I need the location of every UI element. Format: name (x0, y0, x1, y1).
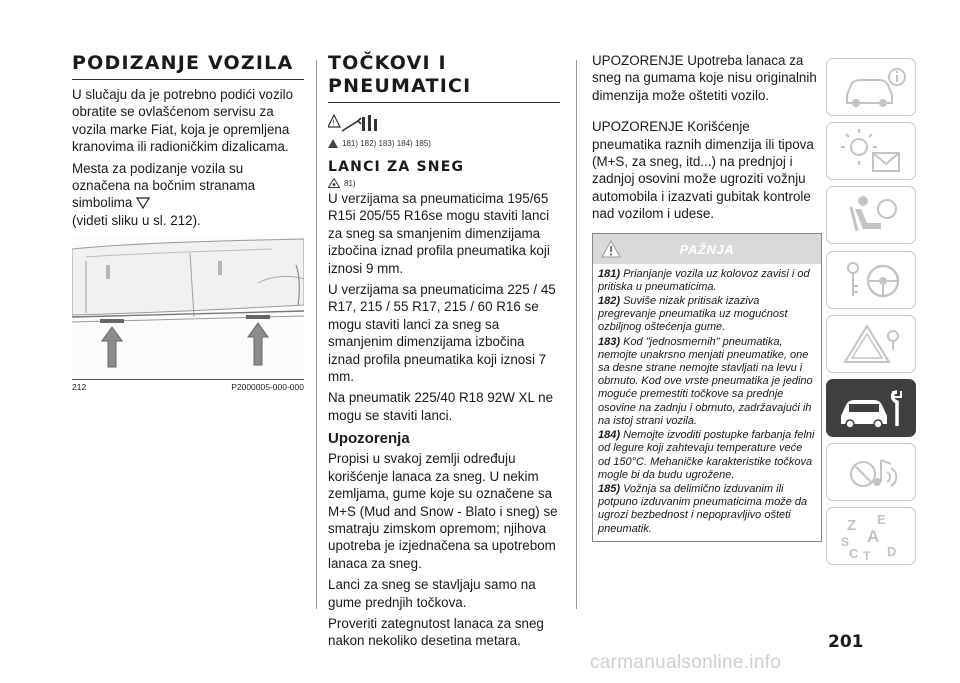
car-side-lifting-illustration (72, 235, 304, 377)
column-separator-1 (316, 60, 317, 609)
car-info-icon (827, 59, 917, 117)
heading-lifting: PODIZANJE VOZILA (72, 52, 304, 80)
attention-item-number: 181) (598, 267, 621, 280)
attention-item (598, 268, 816, 294)
section-wheels-tyres (328, 52, 560, 654)
heading-warnings: Upozorenja (328, 430, 410, 448)
svg-text:D: D (887, 544, 897, 560)
lifting-point-symbol-icon (136, 197, 150, 209)
tab-car-info[interactable] (826, 58, 916, 116)
lifting-paragraph-2b: (videti sliku u sl. 212). (72, 212, 201, 228)
watermark: carmanualsonline.info (590, 652, 782, 673)
tab-index[interactable] (826, 507, 916, 565)
attention-item-text: Suviše nizak pritisak izaziva pregrevanje pneumatika uz mogućnost ozbiljnog oštećenja gume. (598, 295, 788, 334)
attention-item (598, 295, 816, 335)
key-steering-icon (827, 252, 917, 310)
tab-starting-driving[interactable] (826, 251, 916, 309)
section-lifting (72, 52, 304, 392)
section-warnings-right (592, 52, 820, 542)
svg-text:A: A (867, 527, 880, 547)
heading-wheels-tyres: TOČKOVI I PNEUMATICI (328, 52, 560, 103)
page-number: 201 (828, 632, 864, 652)
attention-box-header (593, 234, 821, 264)
svg-text:C: C (849, 546, 859, 562)
svg-text:S: S (841, 535, 850, 550)
alphabet-index-icon (827, 508, 917, 566)
warning-triangle-icon (328, 139, 338, 148)
attention-item-text: Prianjanje vozila uz kolovoz zavisi i od pritiska u pneumaticima. (598, 267, 810, 293)
chains-paragraph-2: U verzijama sa pneumaticima 225 / 45 R17, 215 / 55 R17, 215 / 60 R16 se mogu staviti lanci za sneg sa smanjenim dimenzijama izbočina iznad profila pneumatika koji iznosi 7 mm. (328, 282, 556, 385)
attention-box-title: PAŽNJA (679, 241, 735, 257)
chains-paragraph-4: Propisi u svakoj zemlji određuju korišćenje lanaca za sneg. U nekim zemljama, gume koje su označene sa M+S (Mud and Snow - Blato i sneg) se smatraju zimskom opremom; njihova upotreba je izjednačena sa upotrebom lanaca za sneg. (328, 451, 558, 571)
caution-paragraph-2: UPOZORENJE Korišćenje pneumatika raznih dimenzija ili tipova (M+S, za sneg, itd...) na prednjoj i zadnjoj osovini može ugroziti vožnju automobila i izazvati gubitak kontrole nad vozilom i udese. (592, 119, 814, 222)
figure-number: 212 (72, 382, 87, 393)
tab-emergency[interactable] (826, 315, 916, 373)
tab-warning-lights[interactable] (826, 122, 916, 180)
attention-item (598, 483, 816, 536)
multimedia-icon (827, 444, 917, 502)
chains-paragraph-5: Lanci za sneg se stavljaju samo na gume prednjih točkova. (328, 577, 536, 610)
svg-text:!: ! (332, 118, 335, 128)
warning-lights-icon (827, 123, 917, 181)
attention-item (598, 429, 816, 482)
attention-item (598, 336, 816, 428)
warning-refs-text: 181) 182) 183) 184) 185) (342, 139, 431, 148)
warning-refs (328, 139, 560, 148)
chains-paragraph-6: Proveriti zategnutost lanaca za sneg nakon nekoliko desetina metara. (328, 615, 544, 649)
attention-item-number: 184) (598, 429, 621, 442)
attention-box (592, 233, 822, 542)
snow-chains-refs (328, 178, 560, 188)
tab-safety[interactable] (826, 186, 916, 244)
attention-item-text: Kod "jednosmernih" pneumatika, nemojte unakrsno menjati pneumatike, one sa desne strane nemojte stavljati na levu i obrnuto. Kod ove vrste pneumatika je jedino moguće premestiti točkove sa prednje osovine na zadnju i obrnuto, zadržavajući ih na istoj strani vozila. (598, 335, 813, 427)
emergency-triangle-icon (827, 316, 917, 374)
svg-text:E: E (877, 512, 886, 528)
attention-item-text: Vožnja sa delimično izduvanim ili potpuno izduvanim pneumaticima može da ugrozi bezbednost i nepopravljivo ošteti pneumatik. (598, 482, 808, 535)
caution-paragraph-1: UPOZORENJE Upotreba lanaca za sneg na gumama koje nisu originalnih dimenzija može oštetiti vozilo. (592, 53, 817, 103)
tab-maintenance[interactable] (826, 379, 916, 437)
seat-airbag-icon (827, 187, 917, 245)
svg-text:Z: Z (847, 517, 857, 535)
caution-hand-icon (328, 178, 340, 188)
figure-caption (72, 379, 304, 392)
column-separator-2 (576, 60, 577, 609)
warning-wrench-icon (328, 113, 378, 137)
car-maintenance-icon (827, 380, 917, 438)
chains-paragraph-1: U verzijama sa pneumaticima 195/65 R15i 205/55 R16se mogu staviti lanci za sneg sa smanjenim dimenzijama izbočina iznad profila pneumatika koji iznosi 9 mm. (328, 191, 550, 276)
lifting-paragraph-1: U slučaju da je potrebno podići vozilo obratite se ovlašćenom servisu za vozila marke Fiat, koja je opremljena kranovima ili radioničkim dizalicama. (72, 87, 294, 155)
attention-item-number: 182) (598, 295, 621, 308)
lifting-paragraph-2 (72, 160, 304, 230)
chains-paragraph-3: Na pneumatik 225/40 R18 92W XL ne mogu se staviti lanci. (328, 390, 554, 423)
attention-item-number: 183) (598, 335, 621, 348)
heading-snow-chains: LANCI ZA SNEG (328, 159, 465, 175)
chapter-tabs (826, 58, 920, 572)
attention-box-body (593, 264, 821, 541)
lifting-paragraph-2a: Mesta za podizanje vozila su označena na bočnim stranama simbolima (72, 160, 256, 211)
attention-item-number: 185) (598, 482, 621, 495)
tab-multimedia[interactable] (826, 443, 916, 501)
lifting-points-figure (72, 235, 304, 377)
svg-text:T: T (863, 549, 871, 564)
figure-code: P2000005-000-000 (231, 382, 304, 393)
safety-icons-row (328, 113, 560, 137)
snow-chains-refs-text: 81) (344, 178, 356, 188)
attention-item-text: Nemojte izvoditi postupke farbanja felni od legure koji zahtevaju temperature veće od 150°C. Mehaničke karakteristike točkova mogle bi da budu ugrožene. (598, 429, 815, 481)
